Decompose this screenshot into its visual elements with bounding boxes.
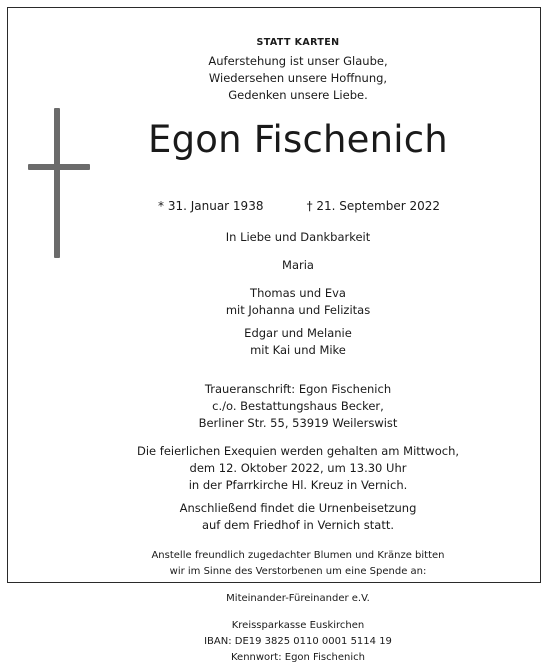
verse-line: Auferstehung ist unser Glaube, (208, 54, 388, 68)
mourners-intro: In Liebe und Dankbarkeit (225, 230, 371, 244)
burial-line: Anschließend findet die Urnenbeisetzung (179, 501, 417, 515)
address-line: c./o. Bestattungshaus Becker, (212, 399, 384, 413)
cross-icon (28, 108, 90, 258)
death-date: † 21. September 2022 (306, 199, 440, 213)
mourner-spouse: Maria (282, 258, 314, 272)
life-dates (108, 199, 488, 213)
donation-recipient: Miteinander-Füreinander e.V. (226, 593, 370, 604)
mourner-family (108, 285, 488, 319)
burial-info (108, 500, 488, 534)
mourner-family (108, 325, 488, 359)
ceremony-line: in der Pfarrkirche Hl. Kreuz in Vernich. (188, 478, 408, 492)
bank-line: Kennwort: Egon Fischenich (230, 652, 366, 663)
obituary-notice (7, 7, 541, 663)
birth-date: * 31. Januar 1938 (158, 199, 264, 213)
verse-line: Wiedersehen unsere Hoffnung, (208, 71, 388, 85)
donation-line: wir im Sinne des Verstorbenen um eine Spende an: (169, 566, 427, 577)
verse-line: Gedenken unsere Liebe. (228, 88, 368, 102)
burial-line: auf dem Friedhof in Vernich statt. (201, 518, 395, 532)
donation-request (108, 548, 488, 580)
bank-line: IBAN: DE19 3825 0110 0001 5114 19 (204, 636, 392, 647)
deceased-name: Egon Fischenich (148, 118, 448, 161)
address-line: Traueranschrift: Egon Fischenich (204, 382, 392, 396)
mourner-line: Edgar und Melanie (244, 326, 352, 340)
bank-details (108, 618, 488, 666)
mourner-line: Thomas und Eva (250, 286, 346, 300)
ceremony-line: dem 12. Oktober 2022, um 13.30 Uhr (189, 461, 407, 475)
bank-line: Kreissparkasse Euskirchen (231, 620, 365, 631)
ceremony-info (108, 443, 488, 494)
verse (108, 53, 488, 104)
notice-content (108, 8, 488, 666)
donation-line: Anstelle freundlich zugedachter Blumen und Kränze bitten (151, 550, 445, 561)
mourner-line: mit Johanna und Felizitas (225, 303, 371, 317)
ceremony-line: Die feierlichen Exequien werden gehalten am Mittwoch, (136, 444, 460, 458)
header-label: STATT KARTEN (256, 37, 340, 48)
address-line: Berliner Str. 55, 53919 Weilerswist (198, 416, 398, 430)
mourner-line: mit Kai und Mike (250, 343, 346, 357)
mourning-address (108, 381, 488, 432)
